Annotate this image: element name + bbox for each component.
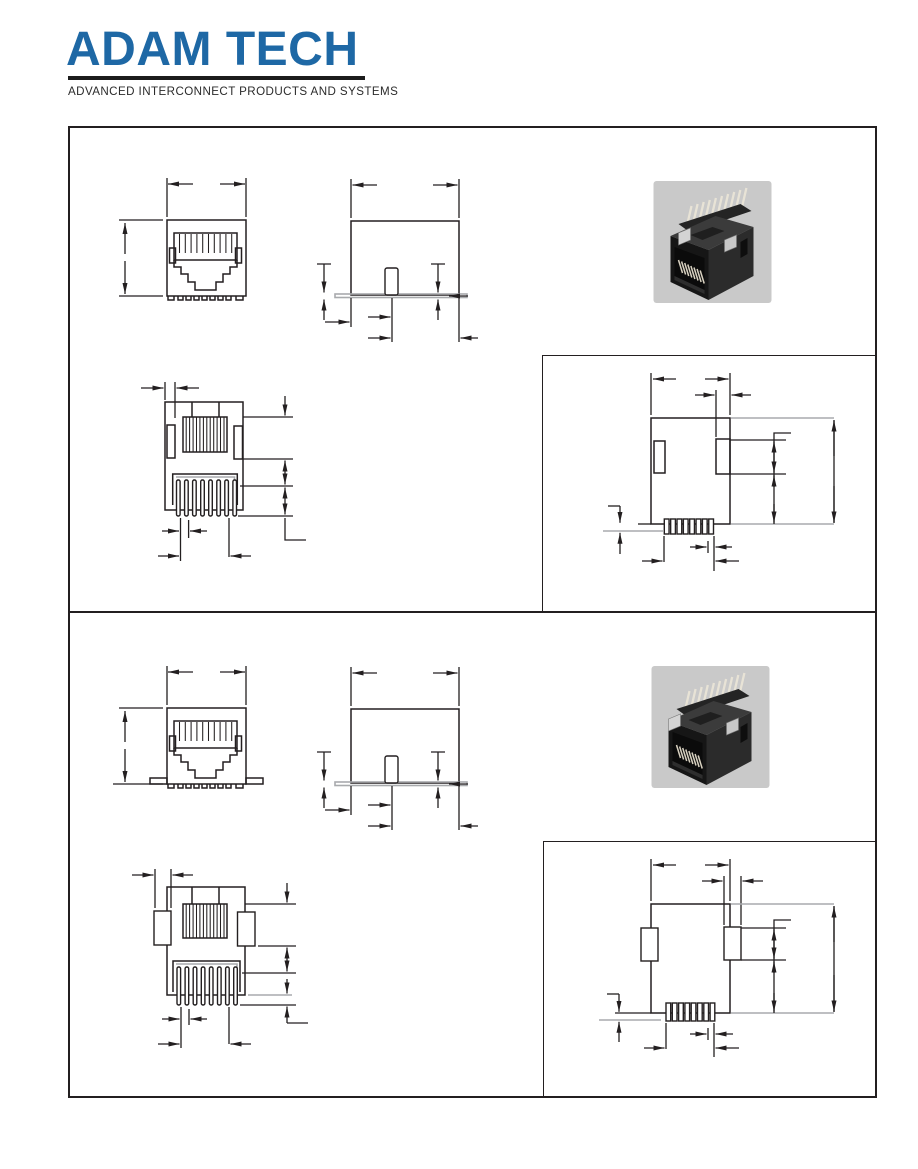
upper-drawing-panel [68,126,877,613]
bottom-view-drawing [130,855,325,1070]
mounting-tab-right [238,912,256,946]
smt-pads [666,1003,715,1021]
connector-product-photo [648,665,773,790]
adam-tech-logo: ADAM TECH [66,23,359,76]
logo-underline [68,76,365,80]
front-view-drawing [105,160,305,332]
dimension-lines [651,373,751,437]
solder-tab [385,268,398,295]
jack-front-outline [150,708,263,788]
layout-outline [603,418,834,531]
solder-tab [385,756,398,783]
jack-front-outline [167,220,246,300]
pcb-layout-drawing [543,356,876,612]
dimension-lines [608,420,834,554]
dimension-lines [351,667,459,706]
jack-bottom-outline [154,887,255,1005]
side-view-drawing [310,165,485,365]
mounting-tab-left [154,911,171,945]
dimension-lines [642,536,739,571]
logo-tagline: ADVANCED INTERCONNECT PRODUCTS AND SYSTEMS [68,85,399,98]
dimension-lines [119,178,246,296]
dimension-lines [158,396,306,561]
pcb-layout-subpanel [543,841,875,1096]
bottom-view-drawing [130,368,325,583]
dimension-lines [132,869,193,908]
jack-bottom-outline [165,402,243,516]
dimension-lines [141,382,199,418]
lower-drawing-panel [68,613,877,1098]
dimension-lines [651,859,763,925]
front-view-drawing [105,648,305,820]
layout-outline [599,904,834,1020]
side-view-drawing [310,653,485,853]
jack-side-outline [351,221,459,295]
pcb-layout-subpanel [542,355,875,611]
dimension-lines [644,1023,739,1057]
dimension-lines [607,906,834,1042]
smt-flange-right [246,778,263,784]
dimension-lines [351,179,459,218]
smt-flange-left [150,778,167,784]
jack-side-outline [351,709,459,783]
dimension-lines [158,883,308,1048]
pcb-layout-drawing [544,842,876,1097]
connector-product-photo [650,180,775,305]
smt-pads [664,519,713,534]
